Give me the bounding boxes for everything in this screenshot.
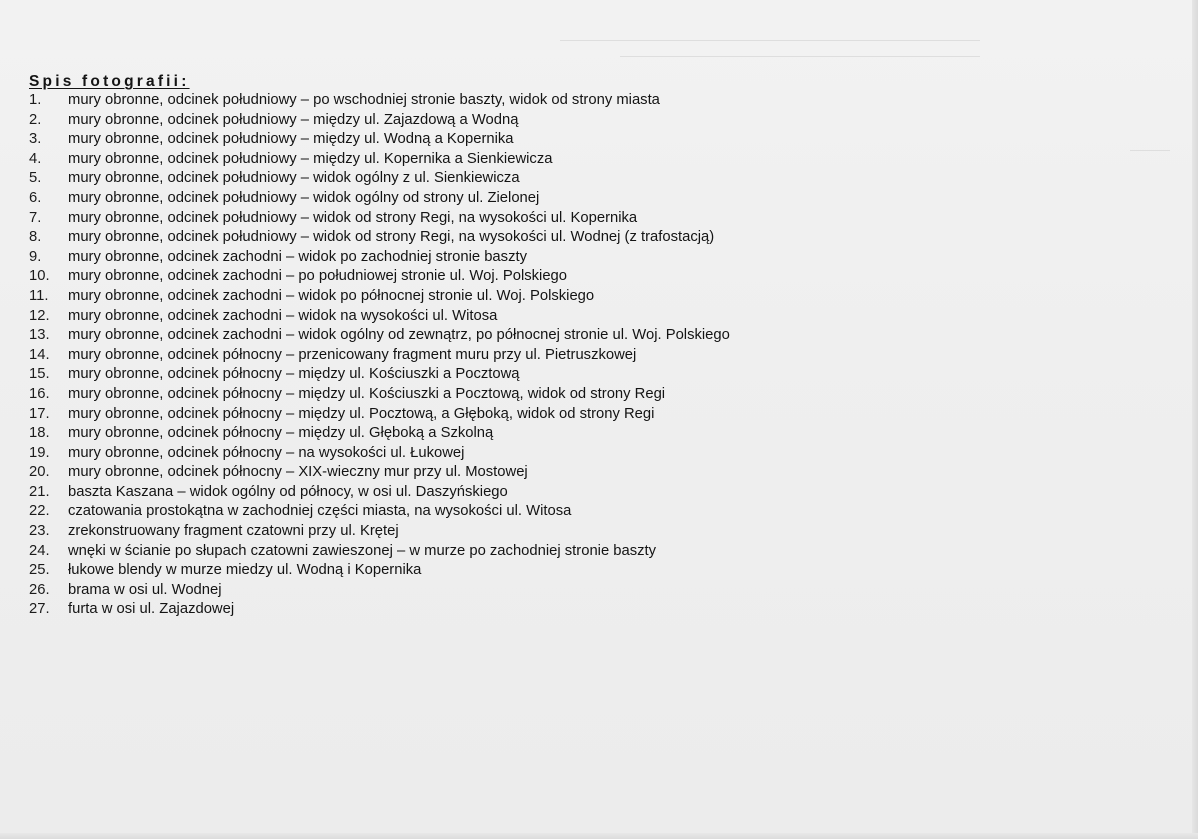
list-item-text: baszta Kaszana – widok ogólny od północy, w osi ul. Daszyńskiego — [68, 483, 508, 500]
list-item-text: zrekonstruowany fragment czatowni przy ul. Krętej — [68, 523, 399, 540]
list-item-number: 27. — [29, 601, 50, 618]
list-item-text: mury obronne, odcinek zachodni – widok ogólny od zewnątrz, po północnej stronie ul. Woj. Polskiego — [68, 327, 730, 344]
list-item-text: mury obronne, odcinek południowy – widok od strony Regi, na wysokości ul. Kopernika — [68, 209, 638, 226]
list-item-number: 5. — [29, 170, 42, 187]
list-item-text: mury obronne, odcinek południowy – po wschodniej stronie baszty, widok od strony miasta — [68, 92, 660, 108]
list-item — [29, 189, 929, 209]
list-item-text: mury obronne, odcinek południowy – między ul. Zajazdową a Wodną — [68, 111, 519, 128]
list-item — [29, 209, 929, 229]
list-item-text: mury obronne, odcinek południowy – widok ogólny z ul. Sienkiewicza — [68, 170, 520, 187]
list-item — [29, 307, 929, 327]
list-item-text: mury obronne, odcinek zachodni – widok po zachodniej stronie baszty — [68, 248, 527, 265]
list-item — [29, 581, 929, 601]
list-item — [29, 561, 929, 581]
list-item-text: mury obronne, odcinek południowy – widok ogólny od strony ul. Zielonej — [68, 189, 540, 206]
list-item-number: 1. — [29, 92, 42, 108]
list-item-text: czatowania prostokątna w zachodniej części miasta, na wysokości ul. Witosa — [68, 503, 572, 520]
list-item — [29, 228, 929, 248]
list-item-text: wnęki w ścianie po słupach czatowni zawieszonej – w murze po zachodniej stronie baszty — [68, 542, 657, 559]
list-item-number: 18. — [29, 425, 50, 442]
list-item-number: 17. — [29, 405, 50, 422]
list-item-number: 22. — [29, 503, 50, 520]
list-item-text: łukowe blendy w murze miedzy ul. Wodną i Kopernika — [68, 562, 422, 579]
list-item-text: mury obronne, odcinek zachodni – widok na wysokości ul. Witosa — [68, 307, 498, 324]
list-item — [29, 600, 929, 620]
list-item-number: 19. — [29, 444, 50, 461]
list-item — [29, 502, 929, 522]
list-item — [29, 130, 929, 150]
scan-artifact-line — [1130, 150, 1170, 151]
list-item-text: mury obronne, odcinek północny – między ul. Kościuszki a Pocztową — [68, 366, 520, 383]
list-item-number: 14. — [29, 346, 50, 363]
list-item — [29, 385, 929, 405]
list-item — [29, 91, 929, 111]
list-item-number: 23. — [29, 523, 50, 540]
list-item — [29, 111, 929, 131]
list-item-text: mury obronne, odcinek południowy – widok od strony Regi, na wysokości ul. Wodnej (z trafostacją) — [68, 229, 715, 246]
list-item — [29, 522, 929, 542]
list-item — [29, 405, 929, 425]
list-item — [29, 346, 929, 366]
scan-artifact-line — [560, 40, 980, 41]
list-item-number: 13. — [29, 327, 50, 344]
list-item-text: mury obronne, odcinek południowy – między ul. Kopernika a Sienkiewicza — [68, 150, 553, 167]
photo-list — [29, 91, 929, 620]
list-item — [29, 365, 929, 385]
list-item — [29, 483, 929, 503]
list-item-number: 10. — [29, 268, 50, 285]
list-item-number: 21. — [29, 483, 50, 500]
list-item — [29, 444, 929, 464]
list-item-text: mury obronne, odcinek północny – między ul. Pocztową, a Głęboką, widok od strony Regi — [68, 405, 655, 422]
list-item-number: 3. — [29, 131, 42, 148]
list-item-number: 2. — [29, 111, 42, 128]
list-item-text: brama w osi ul. Wodnej — [68, 581, 222, 598]
list-item-number: 24. — [29, 542, 50, 559]
list-item — [29, 542, 929, 562]
list-item-text: mury obronne, odcinek zachodni – po południowej stronie ul. Woj. Polskiego — [68, 268, 568, 285]
list-item-number: 8. — [29, 229, 42, 246]
list-item-text: mury obronne, odcinek północny – między ul. Głęboką a Szkolną — [68, 425, 494, 442]
list-item-number: 7. — [29, 209, 42, 226]
list-item — [29, 287, 929, 307]
list-item-number: 26. — [29, 581, 50, 598]
list-item-number: 16. — [29, 385, 50, 402]
list-item-number: 4. — [29, 150, 42, 167]
list-item-text: mury obronne, odcinek południowy – między ul. Wodną a Kopernika — [68, 131, 514, 148]
scan-edge — [0, 833, 1198, 839]
list-item — [29, 267, 929, 287]
list-item-number: 25. — [29, 562, 50, 579]
list-item-number: 12. — [29, 307, 50, 324]
list-item — [29, 463, 929, 483]
list-item — [29, 248, 929, 268]
list-item-text: mury obronne, odcinek zachodni – widok po północnej stronie ul. Woj. Polskiego — [68, 287, 595, 304]
list-item — [29, 424, 929, 444]
list-item — [29, 326, 929, 346]
list-item-number: 11. — [29, 287, 49, 304]
list-item — [29, 169, 929, 189]
list-heading: Spis fotografii: — [29, 73, 190, 90]
list-item-text: mury obronne, odcinek północny – XIX-wieczny mur przy ul. Mostowej — [68, 464, 528, 481]
scan-artifact-line — [620, 56, 980, 57]
list-item — [29, 150, 929, 170]
list-item-text: furta w osi ul. Zajazdowej — [68, 601, 235, 618]
list-item-number: 6. — [29, 189, 42, 206]
scan-edge — [1192, 0, 1198, 839]
list-item-number: 9. — [29, 248, 42, 265]
photo-list-section — [29, 72, 929, 620]
list-item-text: mury obronne, odcinek północny – przenicowany fragment muru przy ul. Pietruszkowej — [68, 346, 637, 363]
list-item-number: 20. — [29, 464, 50, 481]
list-item-text: mury obronne, odcinek północny – na wysokości ul. Łukowej — [68, 444, 465, 461]
list-item-text: mury obronne, odcinek północny – między ul. Kościuszki a Pocztową, widok od strony Regi — [68, 385, 666, 402]
list-item-number: 15. — [29, 366, 50, 383]
